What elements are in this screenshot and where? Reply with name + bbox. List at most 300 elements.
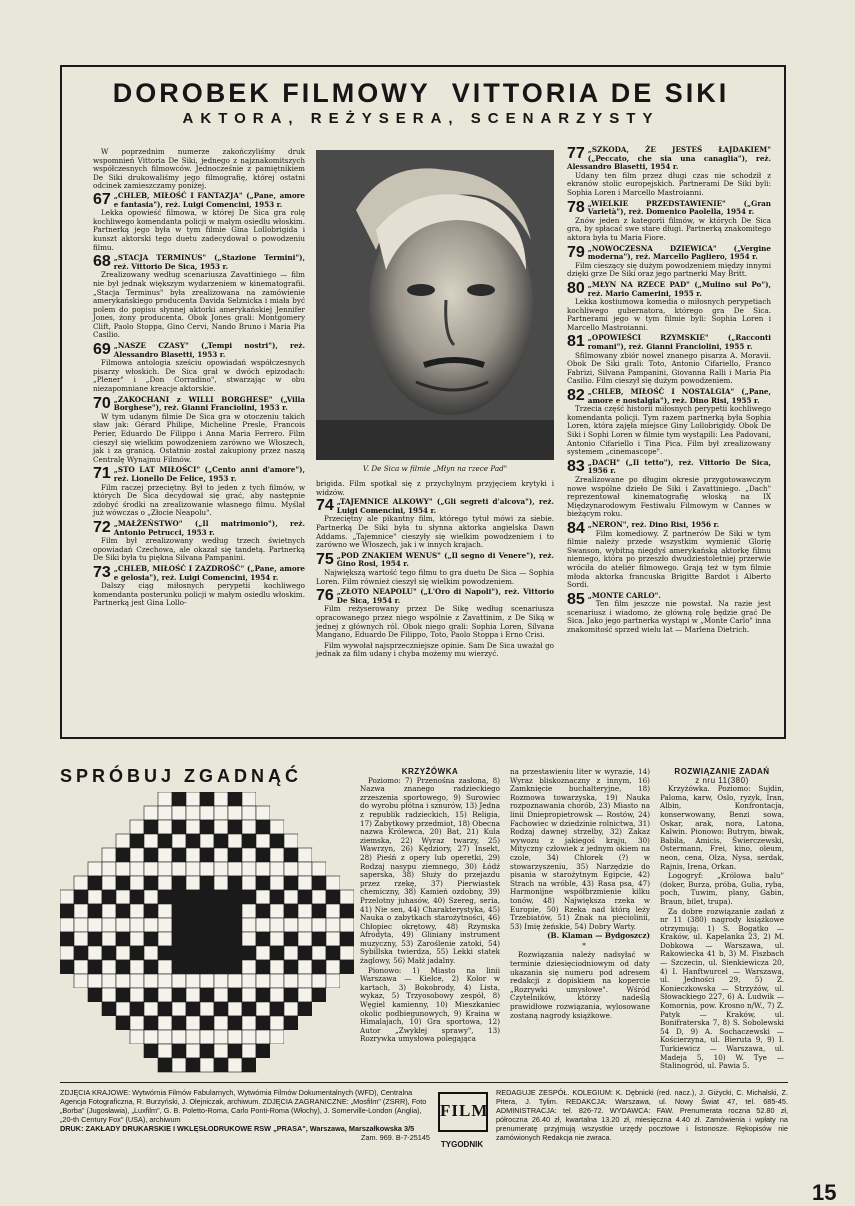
crossword-cell (298, 820, 312, 834)
entry-text: Film cieszący się dużym powodzeniem między innymi dzięki grze De Siki oraz jego partnerki May Britt. (567, 260, 771, 279)
crossword-cell (186, 904, 200, 918)
crossword-cell (200, 1030, 214, 1044)
crossword-cell (60, 820, 74, 834)
crossword-cell (172, 1030, 186, 1044)
crossword-cell (74, 918, 88, 932)
entry-text: Film raczej przeciętny. Był to jeden z tych filmów, w których De Sica decydował się grać, aby następnie zdobyć środki na zrealizowanie własnego filmu. Myślał już wówczas o „Złocie Neapolu". (93, 482, 305, 518)
crossword-cell (144, 848, 158, 862)
crossword-cell (60, 876, 74, 890)
crossword-cell (312, 918, 326, 932)
crossword-grid (60, 792, 354, 1074)
crossword-cell (186, 1016, 200, 1030)
crossword-cell (340, 932, 354, 946)
crossword-cell (312, 974, 326, 988)
crossword-cell (130, 960, 144, 974)
crossword-cell (200, 834, 214, 848)
entry-title: „STACJA TERMINUS" („Stazione Termini"), reż. Vittorio De Sica, 1953 r. (113, 253, 305, 271)
crossword-cell (256, 862, 270, 876)
crossword-cell (242, 904, 256, 918)
crossword-cell (214, 946, 228, 960)
film-entry (567, 592, 771, 635)
entry-title: „POD ZNAKIEM WENUS" („Il segno di Venere"), reż. Gino Rosi, 1954 r. (336, 550, 554, 569)
crossword-cell (326, 848, 340, 862)
crossword-cell (200, 890, 214, 904)
crossword-cell (298, 876, 312, 890)
crossword-cell (284, 918, 298, 932)
crossword-cell (88, 1058, 102, 1072)
crossword-cell (186, 932, 200, 946)
crossword-cell (144, 890, 158, 904)
crossword-cell (60, 946, 74, 960)
crossword-cell (284, 904, 298, 918)
crossword-cell (284, 820, 298, 834)
crossword-cell (298, 960, 312, 974)
crossword-cell (200, 946, 214, 960)
entry-number: 74 (316, 497, 334, 515)
crossword-column-2 (510, 768, 650, 1021)
crossword-cell (74, 806, 88, 820)
order-number: Zam. 969. B-7-25145 (361, 1133, 430, 1142)
crossword-cell (242, 988, 256, 1002)
crossword-cell (326, 834, 340, 848)
crossword-cell (270, 918, 284, 932)
crossword-cell (158, 1016, 172, 1030)
crossword-cell (298, 918, 312, 932)
crossword-cell (340, 960, 354, 974)
crossword-cell (326, 918, 340, 932)
crossword-cell (172, 806, 186, 820)
entry-title: „CHLEB, MIŁOŚĆ I FANTAZJA" („Pane, amore e fantasia"), reż. Luigi Comencini, 1953 r. (113, 190, 305, 209)
entry-title: „TAJEMNICE ALKOWY" („Gli segreti d'alcova"), reż. Luigi Comencini, 1954 r. (336, 497, 554, 515)
crossword-cell (144, 1030, 158, 1044)
crossword-cell (228, 1044, 242, 1058)
crossword-cell (242, 792, 256, 806)
crossword-cell (186, 1030, 200, 1044)
crossword-cell (326, 890, 340, 904)
entry-number: 85 (567, 590, 585, 608)
crossword-cell (214, 974, 228, 988)
crossword-cell (116, 932, 130, 946)
crossword-cell (214, 904, 228, 918)
crossword-cell (200, 862, 214, 876)
crossword-cell (130, 932, 144, 946)
crossword-cell (172, 820, 186, 834)
crossword-cell (270, 1030, 284, 1044)
crossword-cell (200, 1016, 214, 1030)
solution-crossword: Krzyżówka. Poziomo: Sujdin, Paloma, karw, Oslo, ryzyk, Iran, Albin, Konfrontacja, konserwowany, Benzi sowa, Oskar, arak, nora, Latona, Kalwin. Pionowo: Butrym, biwak, Babila, Amicis, Świerczewski, Ostermann, Frei, kino, oleum, neon, cena, Olza, Nysa, serdak, Rajnis, Irena, Orkan. (660, 784, 784, 871)
film-entry (316, 498, 554, 550)
crossword-cell (242, 1030, 256, 1044)
article-title: DOROBEK FILMOWY VITTORIA DE SIKI (112, 78, 730, 108)
crossword-cell (242, 932, 256, 946)
crossword-cell (130, 862, 144, 876)
crossword-cell (88, 904, 102, 918)
crossword-cell (298, 904, 312, 918)
crossword-cell (256, 1030, 270, 1044)
crossword-cell (242, 834, 256, 848)
crossword-cell (130, 876, 144, 890)
crossword-cell (298, 834, 312, 848)
crossword-cell (74, 848, 88, 862)
entry-text: W tym udanym filmie De Sica gra w otoczeniu takich sław jak: Gérard Philipe, Micheline Presle, Francois Perier, Eduardo De Filippo i Anna Maria Ferrero. Film cieszył się wielkim powodzeniem zarówno we Włoszech, jak i za granicą. Ostatnio został zakupiony przez naszą Centralę Wynajmu Filmów. (93, 411, 305, 464)
crossword-cell (242, 890, 256, 904)
crossword-cell (270, 876, 284, 890)
crossword-cell (312, 792, 326, 806)
crossword-cell (186, 806, 200, 820)
crossword-cell (60, 848, 74, 862)
entry-text: Film wywołał najsprzeczniejsze opinie. Sam De Sica uważał go jednak za film udany i chyba możemy mu wierzyć. (316, 640, 554, 659)
entry-title: „ZAKOCHANI z WILLI BORGHESE" („Villa Borghese"), reż. Gianni Franciolini, 1953 r. (113, 394, 305, 413)
crossword-cell (172, 848, 186, 862)
crossword-cell (340, 1044, 354, 1058)
crossword-cell (270, 974, 284, 988)
crossword-cell (256, 820, 270, 834)
crossword-cell (242, 876, 256, 890)
crossword-cell (158, 988, 172, 1002)
crossword-cell (326, 974, 340, 988)
footer-credits (60, 1088, 430, 1142)
entry-text: Największą wartość tego filmu to gra duetu De Sica — Sophia Loren. Film również cieszył się wielkim powodzeniem. (316, 567, 554, 586)
crossword-cell (88, 890, 102, 904)
crossword-cell (172, 834, 186, 848)
crossword-cell (158, 848, 172, 862)
crossword-cell (158, 820, 172, 834)
entry-text: Lekka opowieść filmowa, w której De Sica gra rolę kochliwego komendanta policji w małym osiedlu włoskim. Partnerką jego była w tym filmie Gina Lollobrigida i kunszt aktorski tego duetu zadecydował o powodzeniu filmu. (93, 208, 305, 252)
crossword-cell (102, 1016, 116, 1030)
crossword-cell (172, 1058, 186, 1072)
crossword-cell (88, 1002, 102, 1016)
film-entry (567, 146, 771, 198)
crossword-column-1 (360, 768, 500, 1045)
crossword-cell (102, 932, 116, 946)
crossword-cell (60, 1058, 74, 1072)
crossword-cell (74, 876, 88, 890)
entry-title: „MŁYN NA RZECE PAD" („Mulino sul Po"), reż. Mario Camerini, 1955 r. (587, 279, 771, 298)
crossword-cell (326, 988, 340, 1002)
film-entry (316, 642, 554, 659)
crossword-cell (256, 848, 270, 862)
crossword-cell (144, 862, 158, 876)
crossword-cell (256, 988, 270, 1002)
crossword-cell (172, 960, 186, 974)
crossword-cell (298, 862, 312, 876)
entry-number: 68 (93, 253, 111, 271)
col2-lead: brigida. Film spotkał się z przychylnym przyjęciem krytyki i widzów. (316, 479, 554, 497)
crossword-cell (144, 932, 158, 946)
crossword-cell (256, 834, 270, 848)
article-column-3 (567, 146, 771, 637)
crossword-cell (172, 904, 186, 918)
crossword-cell (228, 1030, 242, 1044)
crossword-cell (228, 1058, 242, 1072)
crossword-cell (102, 876, 116, 890)
crossword-cell (270, 1002, 284, 1016)
crossword-cell (298, 1002, 312, 1016)
crossword-cell (102, 1058, 116, 1072)
crossword-cell (158, 946, 172, 960)
crossword-cell (256, 1016, 270, 1030)
entry-text: Znów jeden z kategorii filmów, w których De Sica gra, by spłacać swe stare długi. Partnerką znakomitego aktora była tu Maria Fiore. (567, 215, 771, 242)
crossword-cell (186, 988, 200, 1002)
entry-text: Filmowa antologia sześciu opowiadań współczesnych pisarzy włoskich. De Sica grał w dwóch epizodach: „Plener" i „Don Corradino", stwarzając w obu niezapomniane kreacje aktorskie. (93, 358, 305, 394)
crossword-cell (130, 904, 144, 918)
entry-title: „OPOWIEŚCI RZYMSKIE" („Racconti romani"), reż. Gianni Franciolini, 1955 r. (587, 333, 771, 352)
crossword-cell (144, 792, 158, 806)
film-entry (567, 245, 771, 279)
entry-title: „CHLEB, MIŁOŚĆ I ZAZDROŚĆ" („Pane, amore e gelosia"), reż. Luigi Comencini, 1954 r. (113, 563, 305, 582)
crossword-cell (228, 820, 242, 834)
crossword-cell (284, 1058, 298, 1072)
crossword-cell (228, 876, 242, 890)
crossword-cell (228, 834, 242, 848)
crossword-cell (116, 848, 130, 862)
crossword-cell (88, 1016, 102, 1030)
crossword-cell (340, 1016, 354, 1030)
crossword-cell (312, 876, 326, 890)
crossword-cell (172, 1044, 186, 1058)
entry-title: „NOWOCZESNA DZIEWICA" („Vergine moderna"), reż. Marcello Pagliero, 1954 r. (587, 243, 771, 262)
crossword-cell (312, 1044, 326, 1058)
crossword-cell (130, 1016, 144, 1030)
entry-title: „NERON", reż. Dino Risi, 1956 r. (587, 519, 720, 529)
crossword-cell (228, 988, 242, 1002)
crossword-cell (312, 806, 326, 820)
crossword-cell (312, 848, 326, 862)
crossword-cell (312, 904, 326, 918)
crossword-cell (284, 792, 298, 806)
crossword-cell (214, 1058, 228, 1072)
crossword-cell (60, 1044, 74, 1058)
crossword-cell (130, 946, 144, 960)
crossword-section-title: SPRÓBUJ ZGADNĄĆ (60, 766, 303, 786)
crossword-cell (312, 820, 326, 834)
entry-number: 71 (93, 465, 111, 483)
crossword-cell (284, 1044, 298, 1058)
film-entry (316, 552, 554, 586)
crossword-cell (284, 946, 298, 960)
crossword-cell (326, 1030, 340, 1044)
crossword-cell (88, 946, 102, 960)
entry-number: 72 (93, 518, 111, 536)
crossword-cell (144, 960, 158, 974)
film-entry (93, 466, 305, 518)
crossword-cell (102, 848, 116, 862)
crossword-cell (214, 1044, 228, 1058)
crossword-cell (242, 946, 256, 960)
crossword-cell (130, 1030, 144, 1044)
crossword-cell (186, 834, 200, 848)
crossword-cell (228, 792, 242, 806)
crossword-cell (284, 806, 298, 820)
crossword-across: Poziomo: 7) Przenośna zasłona, 8) Nazwa znanego radzieckiego zrzeszenia sportowego, 9) Surowiec do wyrobu płótna i sznurów, 13) Jedna z republik radzieckich, 15) Religia, 17) Zabytkowy przedmiot, 18) Obecna nazwa Królewca, 20) Bat, 21) Kula ziemska, 22) Wyraz twarzy, 25) Wawrzyn, 26) Kędziory, 27) Insekt, 28) Pieśń z opery lub operetki, 29) Rodzaj nasypu ziemnego, 30) Łódź saperska, 38) Służy do przejazdu przez rzekę, 37) Pierwiastek chemiczny, 38) Kamień ozdobny, 39) Przelotny juhasów, 40) Szereg, seria, 41) Nie sen, 44) Charakterystyka, 45) Nauka o zabytkach starożytności, 46) Chłopiec okrętowy, 48) Rzymska Afrodyta, 49) Gliniany instrument muzyczny, 53) Zaroślenie zatoki, 54) Sybillska twierdza, 55) Lekki statek żaglowy, 56) Małż jadalny. (360, 775, 500, 966)
crossword-cell (270, 862, 284, 876)
entry-text: Film był zrealizowany według trzech świetnych opowiadań Czechowa, ale okazał się tandetą. Partnerką De Siki była tu piękna Silvana Pampanini. (93, 536, 305, 563)
entry-number: 78 (567, 198, 585, 216)
tygodnik-label: TYGODNIK (440, 1140, 484, 1149)
crossword-cell (242, 960, 256, 974)
crossword-cell (242, 862, 256, 876)
crossword-cell (116, 988, 130, 1002)
crossword-cell (200, 988, 214, 1002)
crossword-cell (200, 918, 214, 932)
crossword-cell (60, 806, 74, 820)
crossword-cell (326, 862, 340, 876)
crossword-cell (256, 876, 270, 890)
crossword-cell (228, 862, 242, 876)
crossword-cell (88, 862, 102, 876)
crossword-cell (172, 932, 186, 946)
entry-text: Przeciętny ale pikantny film, którego tytuł mówi za siebie. Partnerką De Siki była tu słynna aktorka angielska Dawn Addams. „Tajemnice" cieszyły się wielkim powodzeniem i to zarówno we Włoszech, jak i w innych krajach. (316, 514, 554, 550)
crossword-cell (326, 792, 340, 806)
crossword-cell (284, 1016, 298, 1030)
crossword-cell (284, 890, 298, 904)
crossword-cell (186, 848, 200, 862)
crossword-cell (116, 1044, 130, 1058)
crossword-cell (186, 792, 200, 806)
crossword-cell (270, 1044, 284, 1058)
crossword-cell (270, 792, 284, 806)
crossword-cell (130, 848, 144, 862)
crossword-cell (270, 1058, 284, 1072)
crossword-cell (116, 1030, 130, 1044)
crossword-cell (74, 974, 88, 988)
crossword-cell (186, 974, 200, 988)
crossword-cell (326, 1044, 340, 1058)
crossword-cell (270, 960, 284, 974)
entry-title: „ZŁOTO NEAPOLU" („L'Oro di Napoli"), reż. Vittorio De Sica, 1954 r. (336, 587, 554, 605)
crossword-cell (88, 834, 102, 848)
crossword-cell (88, 988, 102, 1002)
film-entry (316, 588, 554, 640)
crossword-cell (200, 960, 214, 974)
crossword-cell (284, 862, 298, 876)
crossword-cell (60, 932, 74, 946)
crossword-cell (60, 960, 74, 974)
crossword-cell (172, 792, 186, 806)
crossword-cell (74, 820, 88, 834)
crossword-cell (214, 1016, 228, 1030)
crossword-cell (312, 988, 326, 1002)
crossword-cell (60, 1030, 74, 1044)
footer-rule (60, 1082, 788, 1083)
article-column-1 (93, 148, 305, 610)
crossword-cell (74, 904, 88, 918)
crossword-signature: (B. Klaman — Bydgoszcz) (547, 931, 650, 941)
crossword-cell (102, 1044, 116, 1058)
crossword-cell (158, 1030, 172, 1044)
entry-number: 81 (567, 333, 585, 351)
crossword-cell (214, 1030, 228, 1044)
crossword-cell (130, 834, 144, 848)
crossword-cell (298, 848, 312, 862)
crossword-cell (186, 1058, 200, 1072)
film-logo: FILM (438, 1092, 488, 1132)
entry-number: 75 (316, 550, 334, 568)
page-number: 15 (812, 1180, 837, 1205)
crossword-cell (340, 848, 354, 862)
film-entry (93, 342, 305, 394)
crossword-cell (172, 876, 186, 890)
entry-number: 69 (93, 341, 111, 359)
crossword-cell (256, 806, 270, 820)
crossword-cell (102, 974, 116, 988)
film-entry (567, 521, 771, 590)
crossword-cell (326, 946, 340, 960)
crossword-cell (228, 848, 242, 862)
crossword-cell (102, 988, 116, 1002)
entry-title: „NASZE CZASY" („Tempi nostri"), reż. Alessandro Blasetti, 1953 r. (113, 341, 305, 359)
entry-text: Ten film jeszcze nie powstał. Na razie jest scenariusz i wiadomo, że główną rolę będzie grać De Sica. Jako jego partnerka wystąpi w „Monte Carlo" inna znakomitość sprzed wielu lat — Marlena Dietrich. (567, 599, 771, 635)
crossword-cell (242, 918, 256, 932)
crossword-cell (270, 904, 284, 918)
crossword-cell (200, 792, 214, 806)
crossword-cell (88, 806, 102, 820)
crossword-cell (116, 862, 130, 876)
crossword-cell (340, 876, 354, 890)
crossword-heading: KRZYŻÓWKA (401, 767, 459, 776)
entry-number: 84 (567, 519, 585, 537)
entry-text: Sfilmowany zbiór nowel znanego pisarza A. Moravii. Obok De Siki grali: Toto, Antonio Cifariello, Franco Fabrizi, Silvana Pampanini, Giovanna Ralli i Maria Pia Casilio. Film cieszył się dużym powodzeniem. (567, 350, 771, 386)
crossword-cell (242, 1002, 256, 1016)
portrait-photo (316, 150, 554, 460)
crossword-down-cont: na przestawieniu liter w wyrazie, 14) Wyraz bliskoznaczny z innym, 16) Zamknięcie buchalteryjne, 18) Rozmowa towarzyska, 19) Nauka rozpoznawania chorób, 23) Miasto na linii Dniepropietrowsk — Rostów, 24) Fachowiec w dziedzinie rolnictwa, 31) Rodzaj dawnej strzelby, 32) Zakaz wywozu z jakiegoś kraju, 30) Mityczny człowiek z jednym okiem na czole, 34) Chłorek (?) w stowarzyszeniu, 35) Narzędzie do pisania w starożytnym Egipcie, 42) Strach na wróble, 43) Rasa psa, 47) Harmonijne współbrzmienie kilku tonów, 48) Największa rzeka w Europie, 50) Rzeka nad którą leży Trzebiatów, 51) Znak na pieciolinii, 53) Imię żeńskie, 54) Dobry Warty. (510, 767, 650, 931)
crossword-cell (130, 890, 144, 904)
crossword-cell (158, 960, 172, 974)
crossword-cell (214, 792, 228, 806)
entry-text: Udany ten film przez długi czas nie schodził z ekranów stolic europejskich. Partnerami De Siki byli: Sophia Loren i Marcello Mastroianni. (567, 170, 771, 197)
crossword-cell (74, 1002, 88, 1016)
crossword-cell (284, 1002, 298, 1016)
crossword-cell (326, 1002, 340, 1016)
crossword-cell (158, 904, 172, 918)
crossword-cell (74, 890, 88, 904)
crossword-cell (172, 890, 186, 904)
crossword-cell (312, 960, 326, 974)
crossword-cell (200, 904, 214, 918)
crossword-cell (228, 974, 242, 988)
crossword-cell (144, 876, 158, 890)
crossword-cell (186, 876, 200, 890)
crossword-cell (228, 890, 242, 904)
crossword-cell (74, 960, 88, 974)
crossword-cell (158, 834, 172, 848)
crossword-cell (214, 806, 228, 820)
entry-number: 79 (567, 243, 585, 261)
crossword-cell (298, 792, 312, 806)
crossword-cell (214, 890, 228, 904)
entry-text: Zrealizowany według scenariusza Zavattiniego — film nie był jednak większym wydarzeniem w kinematografii. „Stacja Terminus" była zrealizowana na zamówienie amerykańskiego producenta Davida Selznicka i miała być polem do popisu słynnej aktorki amerykańskiej Jennifer Jones, żony producenta. Obok Jones grali: Montgomery Clift, Paolo Stoppa, Gino Cervi, Nando Bruno i Maria Pia Casilio. (93, 270, 305, 340)
crossword-cell (340, 890, 354, 904)
crossword-cell (256, 1002, 270, 1016)
crossword-cell (214, 862, 228, 876)
entry-text: Film komediowy. Z partnerów De Siki w tym filmie należy przede wszystkim wymienić Glorię Swanson, wybitną niegdyś amerykańską aktorkę filmu niemego, która po przeszło dwudziestoletniej przerwie wróciła do ateliér filmowego. Grają też w tym filmie młoda aktorka francuska Brigitte Bardot i Alberto Sordi. (567, 528, 771, 590)
crossword-cell (256, 946, 270, 960)
entry-title: „SZKODA, ŻE JESTEŚ ŁAJDAKIEM" („Peccato, che sia una canaglia"), reż. Alessandro Blasetti, 1954 r. (567, 145, 771, 172)
crossword-cell (200, 932, 214, 946)
crossword-cell (144, 820, 158, 834)
crossword-cell (200, 820, 214, 834)
crossword-cell (340, 834, 354, 848)
entry-text: Zrealizowane po długim okresie przygotowawczym nowe wspólne dzieło De Siki i Zavattiniego. „Dach" reprezentował kinematografię włoską na IX Międzynarodowym Festiwalu Filmowym w Cannes w bieżącym roku. (567, 474, 771, 519)
solution-column (660, 768, 784, 1072)
crossword-cell (256, 904, 270, 918)
crossword-star: * (582, 940, 586, 950)
crossword-cell (200, 1002, 214, 1016)
crossword-cell (88, 1030, 102, 1044)
crossword-cell (88, 792, 102, 806)
crossword-cell (312, 1058, 326, 1072)
crossword-cell (298, 974, 312, 988)
